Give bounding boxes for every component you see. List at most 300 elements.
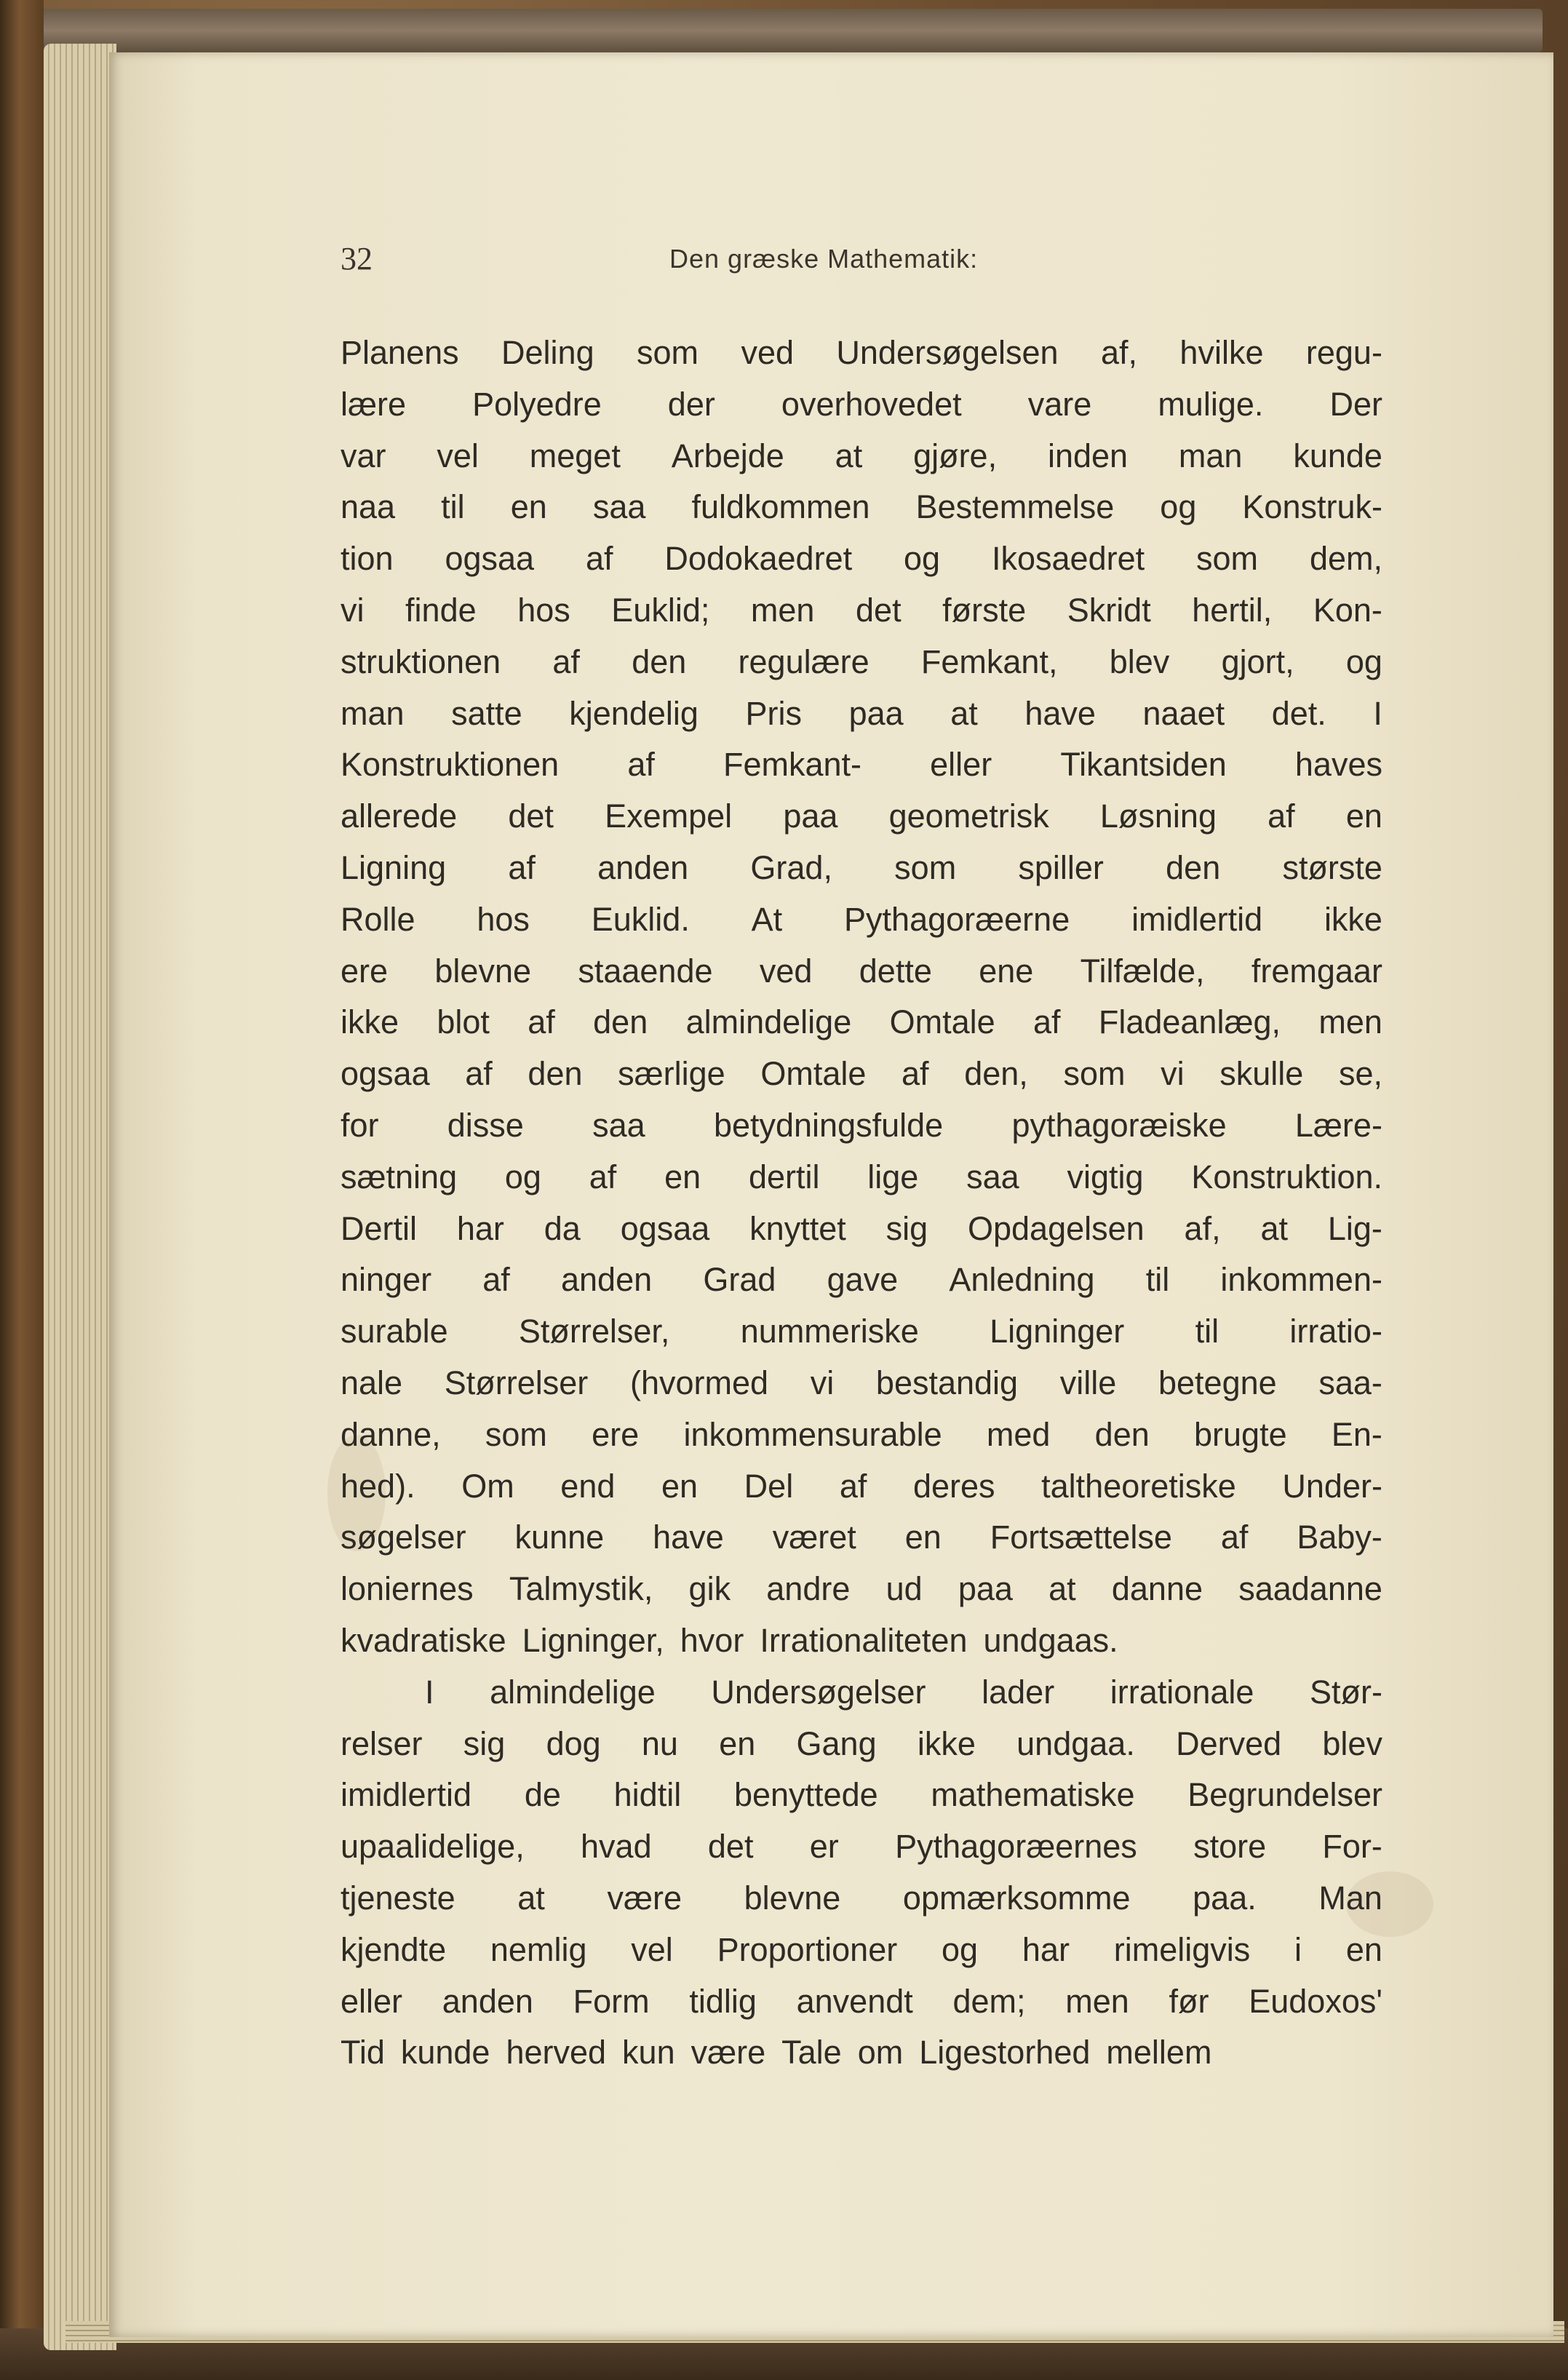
word: søgelser (341, 1519, 466, 1556)
word: benyttede (733, 1776, 878, 1814)
word: Femkant, (920, 642, 1058, 680)
word: anvendt (796, 1982, 913, 2020)
word: En- (1331, 1415, 1382, 1453)
word: den (632, 642, 687, 680)
word: gave (827, 1261, 899, 1299)
word: dem, (1309, 540, 1382, 578)
word: for (341, 1106, 379, 1144)
word: Ikosaedret (991, 540, 1145, 578)
word: Ligestorhed (919, 2034, 1091, 2071)
word: For- (1322, 1828, 1382, 1866)
word: Planens (341, 334, 459, 371)
text-line (341, 1770, 1382, 1821)
word: undgaa. (1016, 1724, 1135, 1762)
word: overhovedet (781, 385, 962, 423)
word: den (1166, 848, 1221, 886)
word: det (856, 591, 902, 629)
word: andre (766, 1570, 851, 1608)
word: Deling (501, 334, 594, 371)
word: en (904, 1519, 942, 1556)
word: Ligninger (990, 1313, 1125, 1350)
word: hvor (680, 1621, 744, 1659)
word: Fladeanlæg, (1098, 1003, 1281, 1041)
word: Konstruk- (1242, 488, 1382, 526)
word: af (627, 746, 655, 784)
word: betegne (1158, 1364, 1277, 1401)
text-line (341, 1976, 1382, 2028)
word: knyttet (749, 1209, 846, 1247)
word: paa (783, 797, 838, 835)
word: meget (529, 437, 621, 474)
word: spiller (1018, 848, 1104, 886)
word: ogsaa (445, 540, 535, 578)
word: irrationale (1110, 1673, 1254, 1711)
word: Anledning (949, 1261, 1095, 1299)
word: af (552, 642, 580, 680)
word: ogsaa (341, 1055, 430, 1093)
word: sig (463, 1724, 506, 1762)
word: men (750, 591, 815, 629)
word: Omtale (760, 1055, 867, 1093)
word: loniernes (341, 1570, 474, 1608)
word: kunde (1293, 437, 1382, 474)
word: til (1195, 1313, 1219, 1350)
word: almindelige (490, 1673, 656, 1711)
word: kunde (400, 2034, 490, 2071)
word: anden (597, 848, 689, 886)
text-line (341, 791, 1382, 843)
word: gik (688, 1570, 731, 1608)
word: Ligning (341, 848, 447, 886)
word: af (902, 1055, 929, 1093)
word: men (1318, 1003, 1382, 1041)
text-line (341, 1048, 1382, 1100)
word: Tikantsiden (1060, 746, 1227, 784)
word: ene (979, 952, 1034, 990)
word: og (904, 540, 941, 578)
word: man (341, 694, 405, 732)
word: At (751, 900, 783, 938)
word: mellem (1106, 2034, 1212, 2071)
text-line (341, 1821, 1382, 1873)
word: Euklid. (591, 900, 690, 938)
word: det (508, 797, 554, 835)
word: at (950, 694, 978, 732)
word: vi (810, 1364, 835, 1401)
word: da (544, 1209, 581, 1247)
word: eller (341, 1982, 403, 2020)
word: største (1282, 848, 1382, 886)
paragraph (341, 327, 1382, 1667)
word: gjort, (1221, 642, 1294, 680)
word: paa (848, 694, 904, 732)
word: kun (622, 2034, 675, 2071)
word: end (560, 1467, 616, 1505)
word: af (839, 1467, 867, 1505)
word: saa (592, 488, 646, 526)
word: ville (1059, 1364, 1117, 1401)
word: en (510, 488, 547, 526)
word: taltheoretiske (1041, 1467, 1236, 1505)
text-line (341, 997, 1382, 1048)
word: geometrisk (888, 797, 1049, 835)
word: saa (592, 1106, 645, 1144)
word: bestandig (875, 1364, 1019, 1401)
word: kvadratiske (341, 1621, 506, 1659)
word: ere (341, 952, 389, 990)
word: at (517, 1879, 545, 1917)
word: blev (1322, 1724, 1382, 1762)
word: Undersøgelsen (836, 334, 1059, 371)
text-line (341, 1461, 1382, 1513)
text-line (341, 688, 1382, 740)
word: Skridt (1067, 591, 1151, 629)
word: irratio- (1289, 1313, 1382, 1350)
word: fuldkommen (691, 488, 870, 526)
word: vel (437, 437, 479, 474)
paragraph (341, 1667, 1382, 2079)
word: deres (912, 1467, 995, 1505)
word: Fortsættelse (990, 1519, 1172, 1556)
word: hvilke (1179, 334, 1264, 371)
word: naaet (1142, 694, 1225, 732)
word: af, (1184, 1209, 1221, 1247)
word: Femkant- (723, 746, 862, 784)
word: Arbejde (671, 437, 784, 474)
word: den, (964, 1055, 1028, 1093)
text-line (341, 894, 1382, 946)
word: Ligninger, (522, 1621, 664, 1659)
page-number: 32 (341, 241, 373, 276)
word: før (1169, 1982, 1209, 2020)
word: ved (759, 952, 813, 990)
word: en (719, 1724, 756, 1762)
word: har (456, 1209, 504, 1247)
word: og (504, 1158, 541, 1195)
word: Grad (703, 1261, 776, 1299)
word: hos (477, 900, 530, 938)
word: hidtil (613, 1776, 682, 1814)
word: opmærksomme (902, 1879, 1131, 1917)
word: Undersøgelser (711, 1673, 926, 1711)
word: Dodokaedret (664, 540, 853, 578)
word: som (1063, 1055, 1126, 1093)
word: Baby- (1297, 1519, 1382, 1556)
word: Irrationaliteten (760, 1621, 968, 1659)
word: danne, (341, 1415, 441, 1453)
word: Polyedre (472, 385, 602, 423)
word: vi (341, 591, 365, 629)
word: Opdagelsen (967, 1209, 1145, 1247)
word: som (894, 848, 957, 886)
word: imidlertid (341, 1776, 472, 1814)
word: med (986, 1415, 1051, 1453)
word: kunne (514, 1519, 605, 1556)
page-stack-edges (44, 44, 116, 2350)
word: hertil, (1192, 591, 1273, 629)
word: (hvormed (629, 1364, 769, 1401)
word: en (1345, 797, 1382, 835)
word: saa (966, 1158, 1019, 1195)
word: Tilfælde, (1080, 952, 1205, 990)
word: ninger (341, 1261, 432, 1299)
text-line (341, 1409, 1382, 1461)
word: den (593, 1003, 648, 1041)
word: den (1094, 1415, 1150, 1453)
running-head (341, 237, 1388, 281)
word: det (707, 1828, 754, 1866)
word: ikke (917, 1724, 976, 1762)
word: vi (1161, 1055, 1185, 1093)
word: Del (744, 1467, 794, 1505)
word: af (1267, 797, 1295, 835)
word: som (485, 1415, 547, 1453)
word: være (691, 2034, 766, 2071)
word: Konstruktion. (1191, 1158, 1382, 1195)
text-line (341, 1615, 1382, 1667)
word: I (1373, 694, 1382, 732)
word: struktionen (341, 642, 501, 680)
word: Tid (341, 2034, 385, 2071)
word: kjendte (341, 1930, 447, 1968)
word: inkommen- (1220, 1261, 1382, 1299)
word: en (664, 1158, 701, 1195)
word: ere (592, 1415, 640, 1453)
text-line (341, 1873, 1382, 1925)
word: være (607, 1879, 682, 1917)
word: lære (341, 385, 407, 423)
word: og (1345, 642, 1382, 680)
word: ikke (1324, 900, 1382, 938)
word: ikke (341, 1003, 399, 1041)
word: saadanne (1238, 1570, 1382, 1608)
text-line (341, 946, 1382, 998)
word: men (1065, 1982, 1129, 2020)
word: Rolle (341, 900, 415, 938)
word: at (1048, 1570, 1076, 1608)
word: særlige (618, 1055, 725, 1093)
text-line (341, 1667, 1382, 1719)
running-title: Den græske Mathematik: (669, 244, 979, 274)
word: upaalidelige, (341, 1828, 525, 1866)
text-line (341, 2027, 1382, 2079)
word: have (1024, 694, 1096, 732)
word: regulære (738, 642, 869, 680)
word: ogsaa (620, 1209, 710, 1247)
word: af (482, 1261, 510, 1299)
word: blev (1109, 642, 1170, 680)
word: allerede (341, 797, 458, 835)
word: anden (442, 1982, 533, 2020)
word: Løsning (1099, 797, 1217, 835)
word: have (653, 1519, 724, 1556)
word: Konstruktionen (341, 746, 560, 784)
word: gjøre, (913, 437, 998, 474)
text-line (341, 1203, 1382, 1255)
word: surable (341, 1313, 448, 1350)
word: Bestemmelse (915, 488, 1115, 526)
text-line (341, 1925, 1382, 1976)
word: vigtig (1067, 1158, 1144, 1195)
text-line (341, 843, 1382, 894)
word: som (637, 334, 699, 371)
word: se, (1338, 1055, 1382, 1093)
word: Pris (745, 694, 802, 732)
word: paa (958, 1570, 1013, 1608)
text-line (341, 1564, 1382, 1615)
word: nu (641, 1724, 678, 1762)
word: staaende (578, 952, 713, 990)
word: af (589, 1158, 617, 1195)
word: mulige. (1158, 385, 1264, 423)
word: fremgaar (1251, 952, 1382, 990)
word: Pythagoræerne (844, 900, 1070, 938)
word: af (1220, 1519, 1249, 1556)
text-line (341, 533, 1382, 585)
word: nemlig (490, 1930, 587, 1968)
word: disse (447, 1106, 524, 1144)
word: hos (517, 591, 570, 629)
text-line (341, 1100, 1382, 1152)
word: tjeneste (341, 1879, 455, 1917)
word: naa (341, 488, 396, 526)
word: af (465, 1055, 493, 1093)
word: satte (451, 694, 522, 732)
word: undgaas. (983, 1621, 1118, 1659)
cover-spine-edge (0, 0, 44, 2380)
word: Begrundelser (1187, 1776, 1382, 1814)
word: været (772, 1519, 856, 1556)
word: brugte (1194, 1415, 1287, 1453)
word: kjendelig (569, 694, 699, 732)
word: som (1196, 540, 1259, 578)
word: af (508, 848, 536, 886)
word: i (1294, 1930, 1302, 1968)
word: almindelige (685, 1003, 852, 1041)
word: til (1145, 1261, 1170, 1299)
word: anden (561, 1261, 653, 1299)
word: dertil (748, 1158, 820, 1195)
word: dog (546, 1724, 601, 1762)
text-line (341, 1512, 1382, 1564)
word: Euklid; (611, 591, 710, 629)
word: ud (886, 1570, 923, 1608)
word: at (1260, 1209, 1288, 1247)
word: det. (1271, 694, 1326, 732)
word: Man (1318, 1879, 1382, 1917)
word: dem; (952, 1982, 1026, 2020)
word: Gang (796, 1724, 877, 1762)
word: herved (506, 2034, 607, 2071)
word: rimeligvis (1113, 1930, 1251, 1968)
word: store (1193, 1828, 1267, 1866)
word: de (524, 1776, 561, 1814)
word: hed). (341, 1467, 415, 1505)
word: Om (461, 1467, 514, 1505)
word: den (528, 1055, 583, 1093)
word: man (1178, 437, 1243, 474)
text-line (341, 1719, 1382, 1770)
word: paa. (1193, 1879, 1257, 1917)
word: hvad (581, 1828, 652, 1866)
word: mathematiske (931, 1776, 1135, 1814)
word: om (857, 2034, 904, 2071)
word: tion (341, 540, 394, 578)
word: Størrelser (444, 1364, 589, 1401)
word: og (1160, 488, 1197, 526)
word: skulle (1219, 1055, 1304, 1093)
word: vel (631, 1930, 673, 1968)
word: lader (982, 1673, 1055, 1711)
word: blot (437, 1003, 490, 1041)
text-line (341, 482, 1382, 533)
word: nummeriske (740, 1313, 919, 1350)
word: at (835, 437, 863, 474)
word: Form (573, 1982, 650, 2020)
word: sig (886, 1209, 928, 1247)
text-line (341, 1254, 1382, 1306)
word: af (585, 540, 613, 578)
word: af (1032, 1003, 1061, 1041)
word: vare (1027, 385, 1092, 423)
text-line (341, 1358, 1382, 1409)
word: Grad, (750, 848, 832, 886)
word: Under- (1282, 1467, 1382, 1505)
text-line (341, 585, 1382, 637)
word: regu- (1305, 334, 1382, 371)
word: Omtale (889, 1003, 995, 1041)
word: Talmystik, (509, 1570, 653, 1608)
word: Der (1329, 385, 1382, 423)
text-line (341, 739, 1382, 791)
word: Lære- (1294, 1106, 1382, 1144)
word: lige (867, 1158, 919, 1195)
word: pythagoræiske (1011, 1106, 1227, 1144)
word: Derved (1176, 1724, 1282, 1762)
text-line (341, 1152, 1382, 1203)
word: imidlertid (1131, 900, 1263, 938)
cover-top-edge (29, 9, 1543, 52)
word: betydningsfulde (713, 1106, 944, 1144)
word: I (425, 1673, 434, 1711)
text-line (341, 637, 1382, 688)
word: tidlig (689, 1982, 757, 2020)
word: en (1345, 1930, 1382, 1968)
word: haves (1294, 746, 1382, 784)
word: dette (859, 952, 932, 990)
word: ved (741, 334, 794, 371)
word: inden (1047, 437, 1129, 474)
body-text (341, 327, 1382, 2079)
word: eller (930, 746, 992, 784)
word: af, (1100, 334, 1138, 371)
word: var (341, 437, 386, 474)
word: Exempel (605, 797, 733, 835)
word: Tale (781, 2034, 842, 2071)
word: finde (405, 591, 477, 629)
word: blevne (744, 1879, 841, 1917)
word: Størrelser, (518, 1313, 670, 1350)
word: blevne (434, 952, 531, 990)
word: Proportioner (717, 1930, 898, 1968)
text-line (341, 379, 1382, 431)
word: og (942, 1930, 979, 1968)
word: nale (341, 1364, 403, 1401)
word: der (667, 385, 715, 423)
word: Kon- (1313, 591, 1382, 629)
word: saa- (1318, 1364, 1382, 1401)
word: en (661, 1467, 699, 1505)
